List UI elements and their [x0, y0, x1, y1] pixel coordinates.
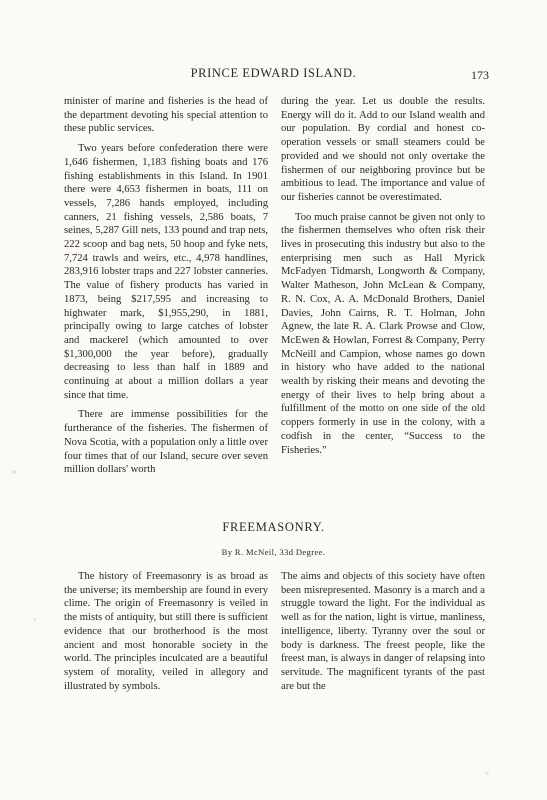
paragraph: Two years before confederation there were 1,646 fishermen, 1,183 fishing boats and 176 fishing establishments in this Island. In 1901 there were 4,653 fishermen in boats, 111 on vessels, 7,286 hands employed, including canners, 21 fishing vessels, 2,586 boats, 7 seines, 5,287 Gill nets, 133 pound and trap nets, 222 scoop and bag nets, 50 hoop and fyke nets, 7,724 trawls and weirs, etc., 4,978 handlines, 283,916 lobster traps and 227 lobster canneries. The value of fishery products has varied in 1873, being $217,595 and increasing to highwater mark, $1,955,290, in 1881, principally owing to large catches of lobster and mackerel (which amounted to over $1,300,000 the year before), gradually decreasing to less than half in 1889 and continuing at about a million dollars a year since that time.	[64, 143, 268, 401]
fisheries-left-column	[64, 95, 268, 483]
paper-smudge	[33, 618, 36, 621]
section-title: FREEMASONRY.	[222, 520, 325, 534]
running-title: PRINCE EDWARD ISLAND.	[190, 66, 357, 80]
paper-smudge	[12, 470, 16, 474]
page-number: 173	[471, 68, 489, 82]
paragraph: minister of marine and fisheries is the head of the department devoting his special attention to these public services.	[64, 96, 268, 135]
paragraph: Too much praise cannot be given not only to the fishermen themselves who often risk their lives in prosecuting this industry but also to the enterprising men such as Hall Myrick McFadyen Tidmarsh, Longworth & Company, Walter Matheson, John McLean & Company, R. N. Cox, A. A. McDonald Brothers, Daniel Davies, John Cairns, R. T. Holman, John Agnew, the late R. A. Clark Prowse and Clow, McEwen & Howlan, Forrest & Company, Perry McNeill and Campion, whose names go down in history who have added to the national wealth by risking their means and devoting the energy of their lives to help bring about a fulfillment of the motto on one side of the old coppers formerly in use in the colony, with a codfish in the center, “Success to the Fisheries.”	[281, 211, 485, 456]
paper-smudge	[485, 772, 489, 775]
freemasonry-right-column	[281, 570, 485, 699]
fisheries-right-column	[281, 95, 485, 463]
paragraph: The aims and objects of this society have often been misrepresented. Masonry is a march and a struggle toward the light. For the individual as well as for the nation, light is virtue, manliness, intelligence, liberty. Tyranny over the soul or body is darkness. The freest people, like the freest man, is always in danger of relapsing into servitude. The magnificent tyrants of the past are but the	[281, 571, 485, 692]
paragraph: during the year. Let us double the results. Energy will do it. Add to our Island wealth and our population. By cordial and honest co-operation vessels or small steamers could be provided and we should not only overtake the fishermen of our neighboring province but be ambitious to lead. The importance and value of our fisheries cannot be overestimated.	[281, 96, 485, 203]
freemasonry-left-column	[64, 570, 268, 699]
byline: By R. McNeil, 33d Degree.	[221, 547, 326, 557]
paragraph: There are immense possibilities for the furtherance of the fisheries. The fishermen of Nova Scotia, with a population only a little over four times that of our Island, secure over seven million dollars' worth	[64, 409, 268, 476]
paragraph: The history of Freemasonry is as broad as the universe; its membership are found in every clime. The origin of Freemasonry is veiled in the mists of antiquity, but still there is sufficient evidence that our brotherhood is the most ancient and most honorable society in the world. The principles inculcated are a beautiful system of morality, veiled in allegory and illustrated by symbols.	[64, 571, 268, 692]
